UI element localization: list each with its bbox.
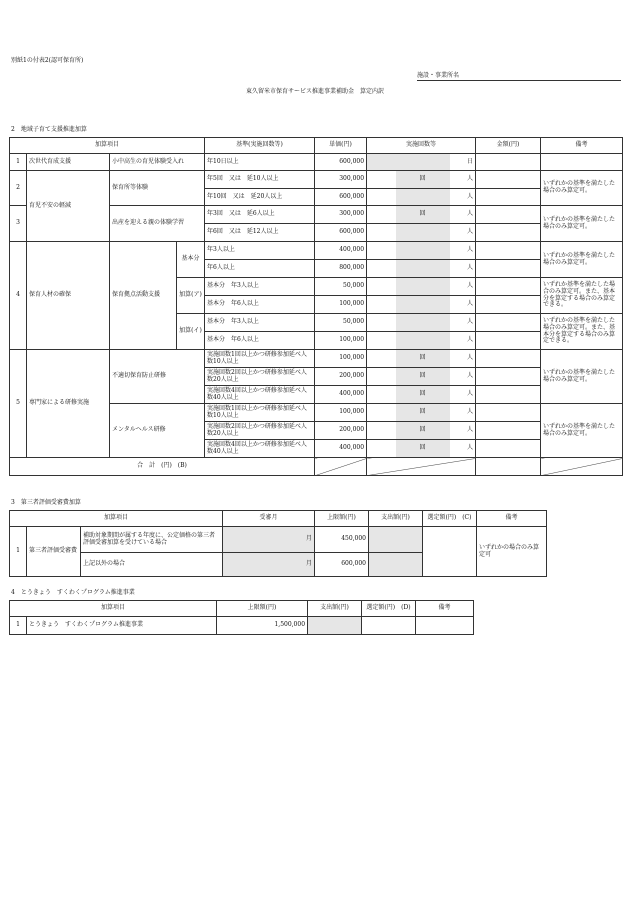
subcategory-basic: 基本分 [177,242,205,278]
amount-cell[interactable] [476,296,541,314]
basis: 基本分 年6人以上 [205,332,315,350]
total-unit-slash [315,458,367,476]
row-number: 1 [10,617,27,635]
unit-price: 200,000 [315,368,367,386]
people-unit: 人 [450,314,476,332]
amount-cell[interactable] [476,171,541,189]
unit-price: 100,000 [315,404,367,422]
notes-cell: いずれかの場合のみ算定可 [477,527,547,577]
people-unit: 人 [450,260,476,278]
selected-amount-cell[interactable] [423,527,477,577]
count-input[interactable] [396,278,450,296]
item-sub: 出産を迎える親の体験学習 [110,206,205,242]
count-input[interactable] [396,242,450,260]
section3-title: 3 第三者評価受審費加算 [11,499,81,506]
times-unit[interactable]: 回 [396,386,450,404]
count-input[interactable] [396,314,450,332]
total-amount-cell[interactable] [476,458,541,476]
basis: 年10日以上 [205,154,315,171]
amount-cell[interactable] [476,332,541,350]
times-input[interactable] [396,189,450,206]
unit-price: 100,000 [315,296,367,314]
col-header-notes: 備考 [477,511,547,527]
item-sub: 小中高生の育児体験受入れ [110,154,205,171]
cap-amount: 600,000 [315,553,369,577]
basis: 実施回数2回以上かつ研修参加延べ人数20人以上 [205,422,315,440]
cap-amount: 450,000 [315,527,369,553]
basis: 実施回数4回以上かつ研修参加延べ人数40人以上 [205,440,315,458]
col-header-paid: 支出額(円) [308,601,362,617]
count-input[interactable] [367,260,396,278]
row-number: 1 [10,527,27,577]
row-number: 2 [10,171,27,206]
count-input[interactable] [367,154,450,171]
row-number: 5 [10,350,27,458]
notes-cell: いずれかの基準を満たした場合のみ算定可。また、基本分を算定する場合のみ算定できる。 [541,314,623,350]
people-unit: 人 [450,350,476,368]
times-unit[interactable]: 回 [396,350,450,368]
unit-price: 50,000 [315,278,367,296]
count-input[interactable] [367,404,396,422]
count-input[interactable] [367,386,396,404]
unit-price: 100,000 [315,332,367,350]
unit-price: 400,000 [315,242,367,260]
amount-cell[interactable] [476,224,541,242]
count-input[interactable] [396,332,450,350]
count-input[interactable] [367,332,396,350]
basis: 年10回 又は 延20人以上 [205,189,315,206]
amount-cell[interactable] [476,260,541,278]
col-header-month: 受審月 [223,511,315,527]
amount-cell[interactable] [476,314,541,332]
condition-text: 補助対象期間が属する年度に、公定価格の第三者評価受審加算を受けている場合 [81,527,223,553]
review-month-input[interactable]: 月 [223,553,315,577]
people-unit: 人 [450,278,476,296]
cap-amount: 1,500,000 [217,617,308,635]
amount-cell[interactable] [476,350,541,368]
count-input[interactable] [367,350,396,368]
basis: 年3回 又は 延6人以上 [205,206,315,224]
people-unit: 人 [450,171,476,189]
basis: 年6人以上 [205,260,315,278]
item-sub: 保育所等体験 [110,171,205,206]
facility-name-line [417,80,621,81]
col-header-notes: 備考 [416,601,474,617]
unit-price: 800,000 [315,260,367,278]
item-name: 専門家による研修実施 [27,350,110,458]
amount-cell[interactable] [476,189,541,206]
facility-name-label: 施設・事業所名 [417,72,460,79]
unit-price: 400,000 [315,386,367,404]
col-header-count: 実施回数等 [367,138,476,154]
notes-cell: いずれかの基準を満たした場合のみ算定可。 [541,350,623,404]
notes-cell: いずれかの基準を満たした場合のみ算定可。 [541,404,623,458]
section4-title: 4 とうきょう すくわくプログラム推進事業 [11,589,135,596]
paid-amount-input[interactable] [308,617,362,635]
people-unit: 人 [450,189,476,206]
section4-table [9,600,474,635]
people-unit: 人 [450,440,476,458]
item-name: 育児不安の軽減 [27,171,110,242]
unit-price: 400,000 [315,440,367,458]
notes-cell: いずれか基準を満たした場合のみ算定可。また、基本分を算定する場合のみ算定できる。 [541,278,623,314]
amount-cell[interactable] [476,154,541,171]
col-header-unit-price: 単価(円) [315,138,367,154]
notes-cell: いずれかの基準を満たした場合のみ算定可。 [541,242,623,278]
section2-table [9,137,623,476]
people-unit: 人 [450,242,476,260]
selected-amount-cell[interactable] [362,617,416,635]
form-label: 別紙1の付表2(認可保育所) [11,57,84,64]
times-unit[interactable]: 回 [396,171,450,189]
amount-cell[interactable] [476,404,541,422]
item-sub: 不適切保育防止研修 [110,350,205,404]
item-name: 次世代育成支援 [27,154,110,171]
times-unit[interactable]: 回 [396,206,450,224]
notes-cell [416,617,474,635]
col-header-item: 加算項目 [10,138,205,154]
count-input[interactable] [367,171,396,189]
amount-cell[interactable] [476,278,541,296]
count-input[interactable] [367,278,396,296]
col-header-selected: 選定額(円) (D) [362,601,416,617]
times-input[interactable] [396,224,450,242]
section3-table [9,510,547,577]
people-unit: 人 [450,206,476,224]
subcategory-addon-a: 加算(ア) [177,278,205,314]
basis: 年6回 又は 延12人以上 [205,224,315,242]
review-month-input[interactable]: 月 [223,527,315,553]
amount-cell[interactable] [476,368,541,386]
col-header-item: 加算項目 [10,511,223,527]
count-input[interactable] [367,242,396,260]
basis: 実施回数2回以上かつ研修参加延べ人数20人以上 [205,368,315,386]
condition-text: 上記以外の場合 [81,553,223,577]
row-number: 1 [10,154,27,171]
count-input[interactable] [367,296,396,314]
times-unit[interactable]: 回 [396,422,450,440]
unit-price: 600,000 [315,154,367,171]
count-unit: 日 [450,154,476,171]
basis: 年5回 又は 延10人以上 [205,171,315,189]
total-label: 合 計 (円) (B) [10,458,315,476]
amount-cell[interactable] [476,206,541,224]
item-name: 保育人材の確保 [27,242,110,350]
basis: 基本分 年6人以上 [205,296,315,314]
basis: 実施回数1回以上かつ研修参加延べ人数10人以上 [205,350,315,368]
notes-cell: いずれかの基準を満たした場合のみ算定可。 [541,171,623,206]
row-number: 4 [10,242,27,350]
people-unit: 人 [450,224,476,242]
unit-price: 200,000 [315,422,367,440]
times-unit[interactable]: 回 [396,404,450,422]
unit-price: 600,000 [315,224,367,242]
basis: 年3人以上 [205,242,315,260]
basis: 基本分 年3人以上 [205,278,315,296]
basis: 実施回数4回以上かつ研修参加延べ人数40人以上 [205,386,315,404]
people-unit: 人 [450,386,476,404]
subcategory-addon-i: 加算(イ) [177,314,205,350]
notes-cell [541,154,623,171]
count-input[interactable] [367,422,396,440]
item-name: 第三者評価受審費 [27,527,81,577]
amount-cell[interactable] [476,386,541,404]
count-input[interactable] [367,368,396,386]
people-unit: 人 [450,296,476,314]
count-input[interactable] [367,189,396,206]
item-sub: メンタルヘルス研修 [110,404,205,458]
amount-cell[interactable] [476,422,541,440]
times-unit[interactable]: 回 [396,440,450,458]
unit-price: 50,000 [315,314,367,332]
col-header-cap: 上限額(円) [217,601,308,617]
total-count-slash [367,458,476,476]
amount-cell[interactable] [476,440,541,458]
unit-price: 300,000 [315,171,367,189]
people-unit: 人 [450,332,476,350]
count-input[interactable] [367,206,396,224]
unit-price: 100,000 [315,350,367,368]
col-header-basis: 基準(実施回数等) [205,138,315,154]
count-input[interactable] [396,260,450,278]
total-notes-slash [541,458,623,476]
col-header-paid: 支出額(円) [369,511,423,527]
count-input[interactable] [367,224,396,242]
basis: 基本分 年3人以上 [205,314,315,332]
col-header-cap: 上限額(円) [315,511,369,527]
col-header-selected: 選定額(円) (C) [423,511,477,527]
people-unit: 人 [450,422,476,440]
people-unit: 人 [450,404,476,422]
col-header-item: 加算項目 [10,601,217,617]
doc-title: 東久留米市保育サービス推進事業補助金 算定内訳 [245,88,384,95]
basis: 実施回数1回以上かつ研修参加延べ人数10人以上 [205,404,315,422]
people-unit: 人 [450,368,476,386]
row-number: 3 [10,206,27,242]
times-unit[interactable]: 回 [396,368,450,386]
count-input[interactable] [396,296,450,314]
count-input[interactable] [367,314,396,332]
section2-title: 2 地域子育て支援推進加算 [11,126,87,133]
col-header-amount: 金額(円) [476,138,541,154]
paid-amount-input[interactable] [369,553,423,577]
unit-price: 600,000 [315,189,367,206]
item-name: とうきょう すくわくプログラム推進事業 [27,617,217,635]
paid-amount-input[interactable] [369,527,423,553]
unit-price: 300,000 [315,206,367,224]
col-header-notes: 備考 [541,138,623,154]
amount-cell[interactable] [476,242,541,260]
count-input[interactable] [367,440,396,458]
item-sub: 保育拠点活動支援 [110,242,177,350]
notes-cell: いずれかの基準を満たした場合のみ算定可。 [541,206,623,242]
